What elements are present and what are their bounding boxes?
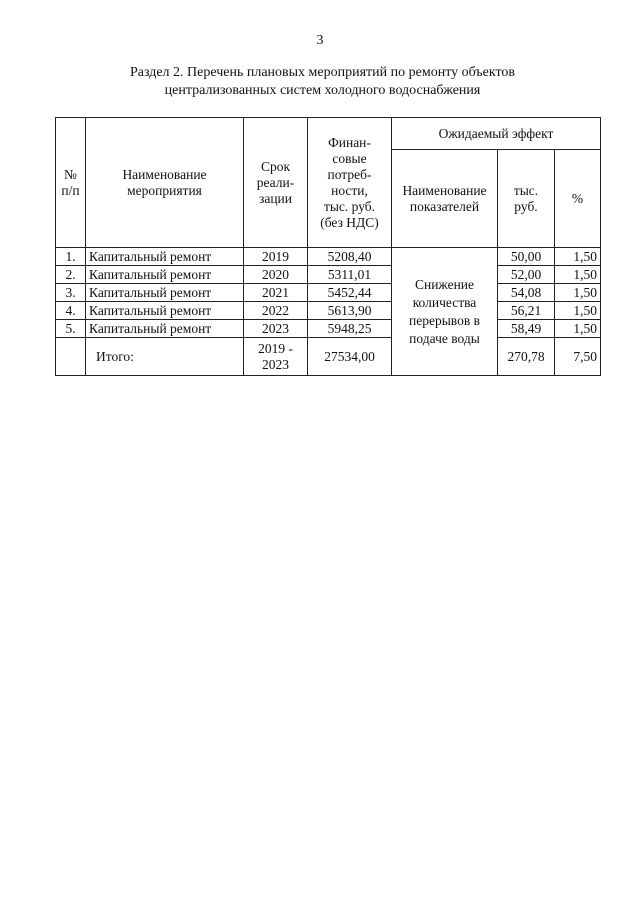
- row-rub: 54,08: [498, 284, 555, 302]
- section-title-line-1: Раздел 2. Перечень плановых мероприятий по ремонту объектов: [129, 65, 516, 80]
- header-finance: Финан- совые потреб- ности, тыс. руб. (без НДС): [308, 118, 392, 248]
- row-num: 2.: [56, 266, 86, 284]
- row-num: 1.: [56, 248, 86, 266]
- row-pct: 1,50: [555, 320, 601, 338]
- row-year: 2019: [244, 248, 308, 266]
- header-row-1: [56, 118, 601, 150]
- total-term: 2019 - 2023: [244, 338, 308, 376]
- row-cost: 5613,90: [308, 302, 392, 320]
- row-year: 2020: [244, 266, 308, 284]
- row-cost: 5452,44: [308, 284, 392, 302]
- effect-description: Снижение количества перерывов в подаче воды: [392, 248, 498, 376]
- header-effect: Ожидаемый эффект: [392, 118, 601, 150]
- row-pct: 1,50: [555, 266, 601, 284]
- row-name: Капитальный ремонт: [86, 284, 244, 302]
- row-rub: 50,00: [498, 248, 555, 266]
- table-row: [56, 248, 601, 266]
- row-pct: 1,50: [555, 284, 601, 302]
- total-rub: 270,78: [498, 338, 555, 376]
- total-num: [56, 338, 86, 376]
- total-pct: 7,50: [555, 338, 601, 376]
- row-rub: 56,21: [498, 302, 555, 320]
- header-indicator: Наименование показателей: [392, 150, 498, 248]
- row-name: Капитальный ремонт: [86, 266, 244, 284]
- row-year: 2023: [244, 320, 308, 338]
- header-name: Наименование мероприятия: [86, 118, 244, 248]
- total-label: Итого:: [86, 338, 244, 376]
- row-cost: 5311,01: [308, 266, 392, 284]
- header-percent: %: [555, 150, 601, 248]
- header-thousand-rub: тыс. руб.: [498, 150, 555, 248]
- row-name: Капитальный ремонт: [86, 302, 244, 320]
- row-name: Капитальный ремонт: [86, 248, 244, 266]
- section-title: [90, 64, 555, 100]
- row-rub: 58,49: [498, 320, 555, 338]
- header-term: Срок реали- зации: [244, 118, 308, 248]
- row-cost: 5208,40: [308, 248, 392, 266]
- table-row: [56, 284, 601, 302]
- table-row: [56, 302, 601, 320]
- row-year: 2021: [244, 284, 308, 302]
- total-cost: 27534,00: [308, 338, 392, 376]
- row-cost: 5948,25: [308, 320, 392, 338]
- page-number: 3: [316, 33, 324, 48]
- plan-table: [55, 117, 601, 376]
- row-pct: 1,50: [555, 248, 601, 266]
- row-rub: 52,00: [498, 266, 555, 284]
- row-year: 2022: [244, 302, 308, 320]
- row-num: 5.: [56, 320, 86, 338]
- row-num: 3.: [56, 284, 86, 302]
- table-row: [56, 266, 601, 284]
- table-row: [56, 320, 601, 338]
- row-name: Капитальный ремонт: [86, 320, 244, 338]
- row-num: 4.: [56, 302, 86, 320]
- section-title-line-2: централизованных систем холодного водоснабжения: [164, 83, 481, 98]
- header-num: № п/п: [56, 118, 86, 248]
- row-pct: 1,50: [555, 302, 601, 320]
- total-row: [56, 338, 601, 376]
